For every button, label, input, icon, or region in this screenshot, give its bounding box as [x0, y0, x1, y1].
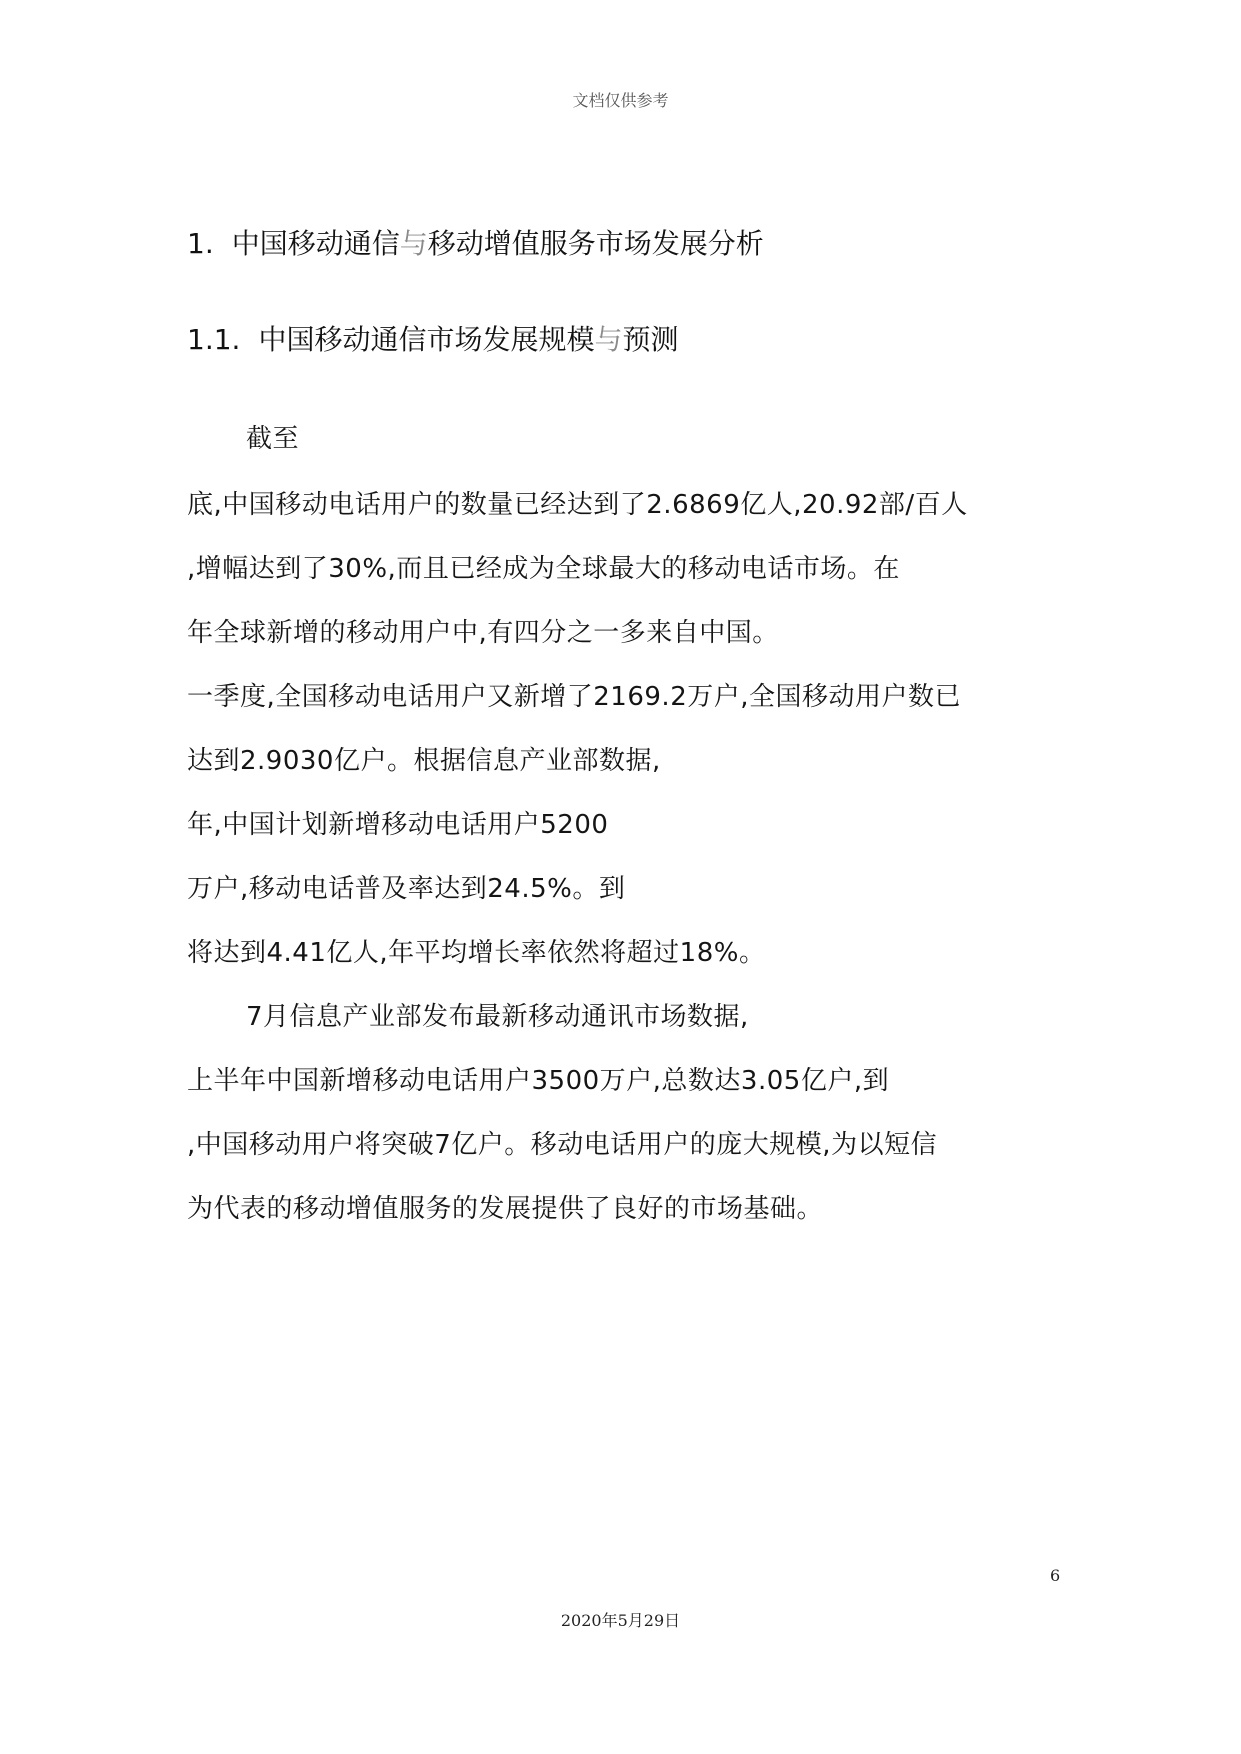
section-heading-1 [187, 222, 764, 262]
body-line: ,增幅达到了30%,而且已经成为全球最大的移动电话市场。在 [187, 554, 900, 584]
section-number: 1. [187, 227, 214, 260]
heading-grey-char: 与 [399, 227, 428, 260]
page-number: 6 [1050, 1566, 1061, 1585]
page-header: 文档仅供参考 [572, 91, 669, 110]
body-line: 达到2.9030亿户。根据信息产业部数据, [187, 746, 661, 776]
footer-date: 2020年5月29日 [560, 1611, 681, 1630]
body-line: 年全球新增的移动用户中,有四分之一多来自中国。 [187, 618, 779, 648]
body-line: 万户,移动电话普及率达到24.5%。到 [187, 874, 626, 904]
section-heading-1-1 [187, 318, 678, 358]
body-line: ,中国移动用户将突破7亿户。移动电话用户的庞大规模,为以短信 [187, 1130, 938, 1160]
body-line: 底,中国移动电话用户的数量已经达到了2.6869亿人,20.92部/百人 [187, 490, 968, 520]
body-line: 一季度,全国移动电话用户又新增了2169.2万户,全国移动用户数已 [187, 682, 962, 712]
heading-text-after: 预测 [622, 323, 679, 356]
heading-grey-char: 与 [594, 323, 623, 356]
body-line: 截至 [246, 424, 300, 454]
body-line: 为代表的移动增值服务的发展提供了良好的市场基础。 [187, 1194, 824, 1224]
body-line: 年,中国计划新增移动电话用户5200 [187, 810, 609, 840]
heading-text-after: 移动增值服务市场发展分析 [427, 227, 764, 260]
body-line: 上半年中国新增移动电话用户3500万户,总数达3.05亿户,到 [187, 1066, 890, 1096]
heading-text-before: 中国移动通信市场发展规模 [258, 323, 595, 356]
heading-text-before: 中国移动通信 [231, 227, 400, 260]
body-line: 将达到4.41亿人,年平均增长率依然将超过18%。 [187, 938, 766, 968]
section-number: 1.1. [187, 323, 241, 356]
body-line: 7月信息产业部发布最新移动通讯市场数据, [246, 1002, 749, 1032]
